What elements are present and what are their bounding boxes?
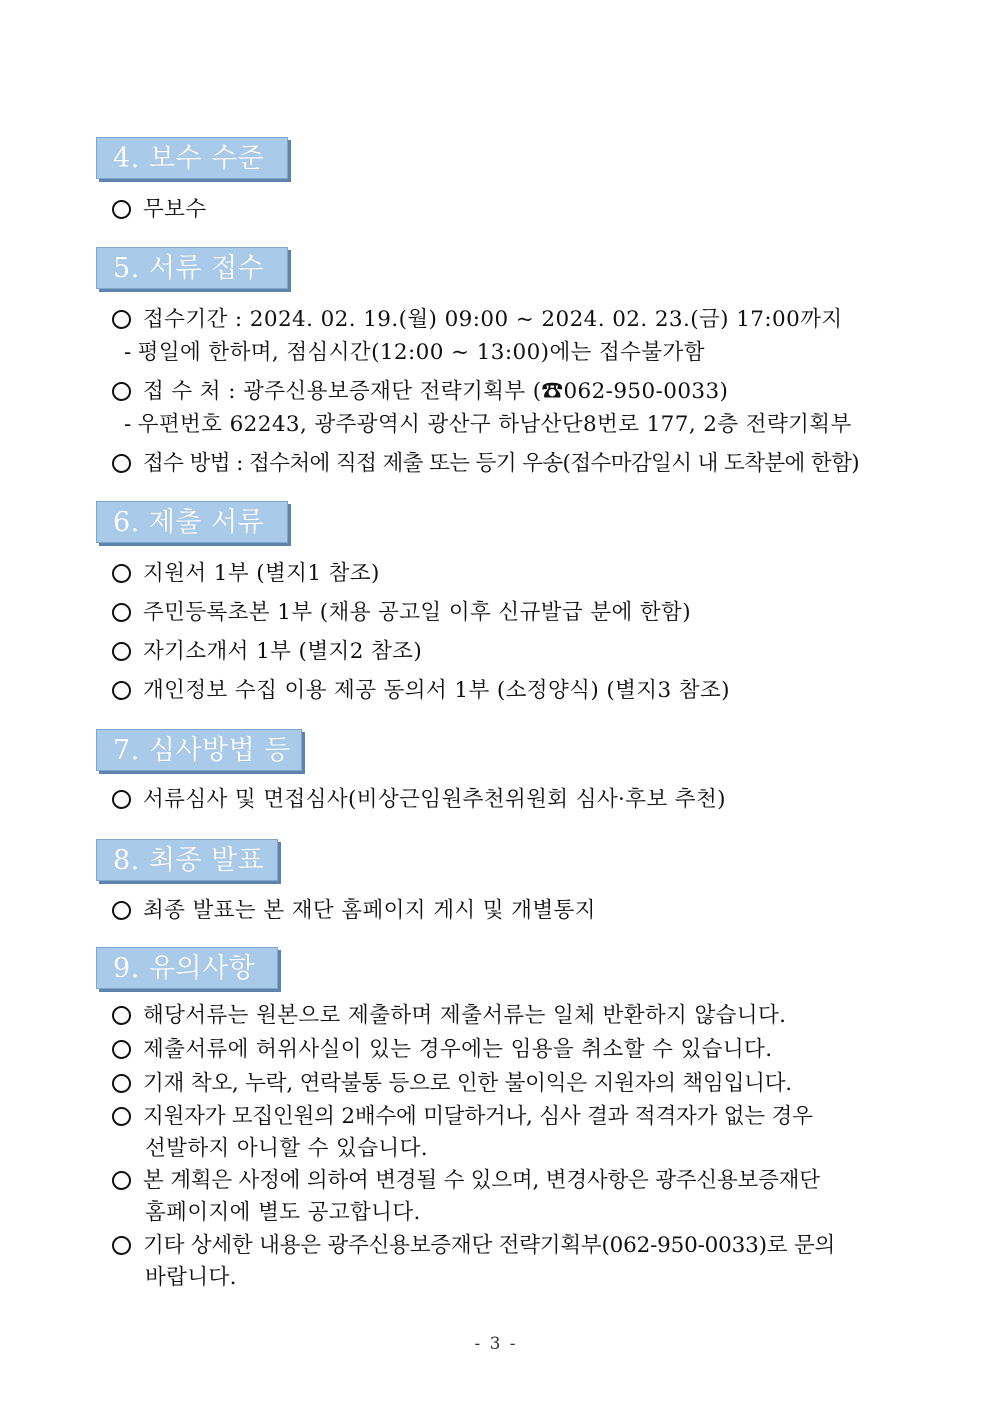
- circle-bullet-icon: [112, 681, 131, 700]
- list-item: 주민등록초본 1부 (채용 공고일 이후 신규발급 분에 한함): [112, 598, 691, 628]
- circle-bullet-icon: [112, 1006, 131, 1025]
- list-item-continuation: 선발하지 아니할 수 있습니다.: [145, 1136, 428, 1161]
- section-heading-review: 7. 심사방법 등: [96, 729, 302, 771]
- list-item: 접수기간 : 2024. 02. 19.(월) 09:00 ~ 2024. 02. 23.(금) 17:00까지: [112, 305, 843, 335]
- circle-bullet-icon: [112, 642, 131, 661]
- circle-bullet-icon: [112, 1236, 131, 1255]
- list-item: 기재 착오, 누락, 연락불통 등으로 인한 불이익은 지원자의 책임입니다.: [112, 1069, 792, 1099]
- list-item: 본 계획은 사정에 의하여 변경될 수 있으며, 변경사항은 광주신용보증재단: [112, 1166, 820, 1196]
- circle-bullet-icon: [112, 310, 131, 329]
- circle-bullet-icon: [112, 1074, 131, 1093]
- page-number: - 3 -: [474, 1334, 518, 1354]
- list-subitem: - 평일에 한하며, 점심시간(12:00 ~ 13:00)에는 접수불가함: [124, 340, 705, 365]
- list-item: 개인정보 수집 이용 제공 동의서 1부 (소정양식) (별지3 참조): [112, 676, 730, 706]
- section-heading-notes: 9. 유의사항: [96, 947, 278, 989]
- list-item: 기타 상세한 내용은 광주신용보증재단 전략기획부(062-950-0033)로 문의: [112, 1231, 835, 1261]
- circle-bullet-icon: [112, 1040, 131, 1059]
- circle-bullet-icon: [112, 564, 131, 583]
- section-heading-pay: 4. 보수 수준: [96, 137, 288, 179]
- circle-bullet-icon: [112, 1107, 131, 1126]
- list-item: 해당서류는 원본으로 제출하며 제출서류는 일체 반환하지 않습니다.: [112, 1001, 786, 1031]
- circle-bullet-icon: [112, 200, 131, 219]
- list-item: 제출서류에 허위사실이 있는 경우에는 임용을 취소할 수 있습니다.: [112, 1035, 772, 1065]
- circle-bullet-icon: [112, 901, 131, 920]
- circle-bullet-icon: [112, 454, 131, 473]
- list-item: 접 수 처 : 광주신용보증재단 전략기획부 (☎062-950-0033): [112, 377, 728, 407]
- list-subitem: - 우편번호 62243, 광주광역시 광산구 하남산단8번로 177, 2층 전략기획부: [124, 412, 852, 437]
- section-heading-documents: 6. 제출 서류: [96, 501, 288, 543]
- circle-bullet-icon: [112, 1171, 131, 1190]
- circle-bullet-icon: [112, 382, 131, 401]
- list-item-continuation: 홈페이지에 별도 공고합니다.: [145, 1200, 421, 1225]
- section-heading-announcement: 8. 최종 발표: [96, 839, 278, 881]
- list-item: 서류심사 및 면접심사(비상근임원추천위원회 심사·후보 추천): [112, 785, 726, 815]
- section-heading-application: 5. 서류 접수: [96, 247, 288, 289]
- list-item: 자기소개서 1부 (별지2 참조): [112, 637, 422, 667]
- circle-bullet-icon: [112, 790, 131, 809]
- list-item: 접수 방법 : 접수처에 직접 제출 또는 등기 우송(접수마감일시 내 도착분에 한함): [112, 449, 859, 479]
- list-item-continuation: 바랍니다.: [145, 1265, 237, 1290]
- list-item: 지원자가 모집인원의 2배수에 미달하거나, 심사 결과 적격자가 없는 경우: [112, 1102, 813, 1132]
- list-item: 최종 발표는 본 재단 홈페이지 게시 및 개별통지: [112, 896, 596, 926]
- list-item: 무보수: [112, 195, 207, 225]
- list-item: 지원서 1부 (별지1 참조): [112, 559, 380, 589]
- circle-bullet-icon: [112, 603, 131, 622]
